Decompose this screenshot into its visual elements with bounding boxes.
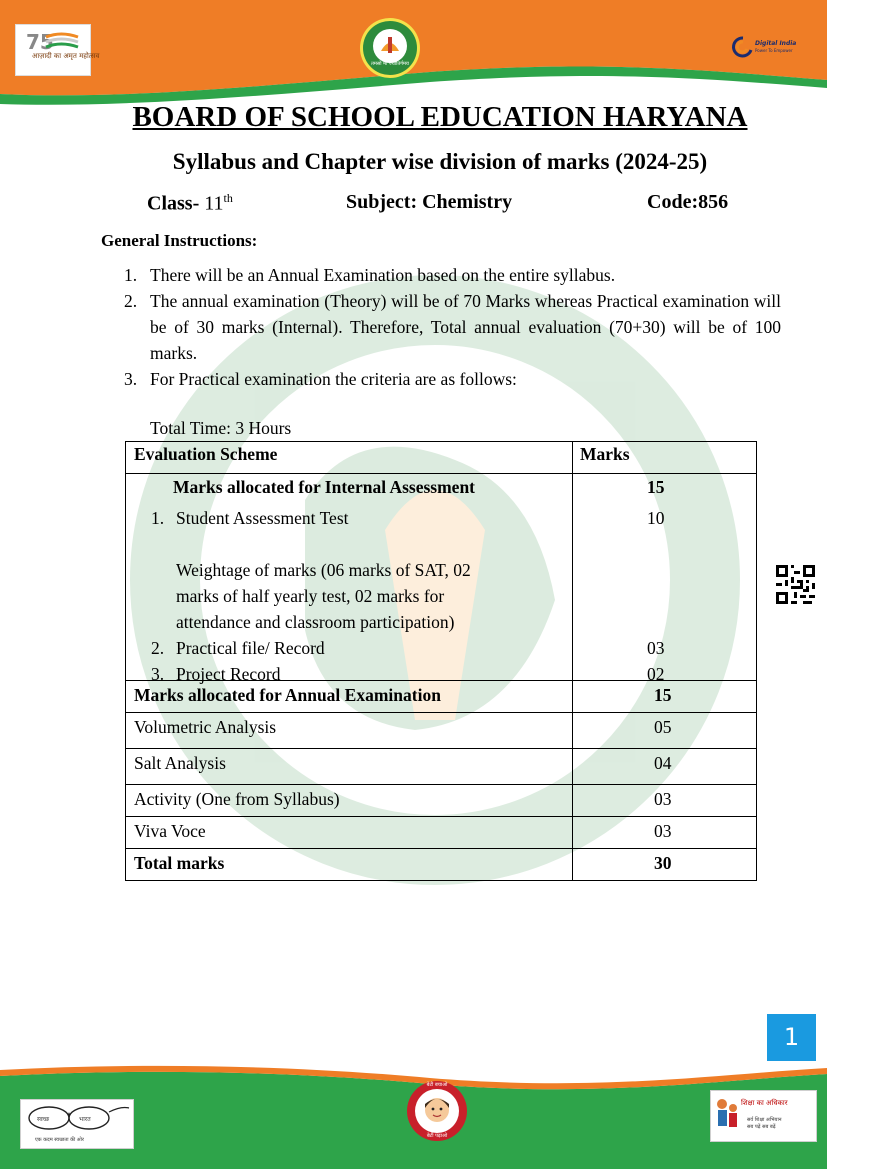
azadi-ka-amrit-mahotsav-logo [15,24,100,76]
internal-assessment-title: Marks allocated for Internal Assessment [173,477,476,497]
salt-analysis-marks-cell [573,749,757,785]
instruction-item: 3. For Practical examination the criteria are as follows: [124,369,517,389]
sat-marks: 10 [647,508,665,528]
salt-analysis-label: Salt Analysis [126,749,573,785]
right-to-education-logo [710,1090,817,1142]
children-reading-icon [713,1094,741,1138]
class-info [147,191,233,216]
emblem-motto: तमसो मा ज्योतिर्गमय [371,61,409,67]
azadi-logo-text: आज़ादी का अमृत महोत्सव [32,52,100,60]
internal-item: 2. Practical file/ Record [151,638,325,658]
internal-assessment-marks-cell [573,474,757,684]
sat-note-line: Weightage of marks (06 marks of SAT, 02 [176,560,471,580]
internal-item: 1. Student Assessment Test [151,508,349,528]
total-marks-value: 30 [654,853,672,873]
table-row [126,785,757,817]
salt-analysis-marks: 04 [654,753,672,773]
swachh-bharat-logo [20,1099,134,1149]
tricolor-flag-icon [16,25,90,75]
gandhi-glasses-icon [21,1100,133,1136]
haryana-board-emblem [359,17,421,79]
table-row [126,749,757,785]
svg-text:भारत: भारत [79,1116,91,1123]
class-label: Class- [147,192,205,215]
instruction-item: 1. There will be an Annual Examination based on the entire syllabus. [124,265,616,285]
beti-bachao-text: बेटी बचाओ [426,1082,448,1088]
annual-exam-marks-cell [573,681,757,713]
qr-code-icon[interactable] [776,565,815,604]
digital-india-text: Digital India [755,40,797,47]
internal-total-marks: 15 [647,477,665,497]
subject-code: Code:856 [647,191,729,213]
sat-note-line: marks of half yearly test, 02 marks for [176,586,445,606]
project-record-marks: 02 [647,664,665,684]
instructions-heading: General Instructions: [101,231,258,250]
beti-padhao-text: बेटी पढ़ाओ [426,1133,448,1139]
volumetric-label: Volumetric Analysis [126,713,573,749]
instructions-list [124,262,781,392]
internal-assessment-row [126,474,757,681]
volumetric-marks: 05 [654,717,672,737]
internal-assessment-cell [126,474,573,684]
annual-exam-label: Marks allocated for Annual Examination [126,681,573,713]
table-row [126,849,757,881]
internal-item: 3. Project Record [151,664,281,684]
board-emblem-icon [359,17,421,79]
board-title: BOARD OF SCHOOL EDUCATION HARYANA [132,101,748,133]
digital-india-subtext: Power To Empower [755,48,793,53]
table-row [126,817,757,849]
annual-exam-marks: 15 [654,685,672,705]
class-value: 11 [204,192,224,215]
subject-info: Subject: Chemistry [346,191,513,213]
beti-bachao-beti-padhao-logo [406,1080,468,1142]
logo-number: 75 [26,30,54,54]
viva-voce-marks: 03 [654,821,672,841]
rte-line: सर्व शिक्षा अभियान [747,1117,782,1123]
table-row [126,713,757,749]
digital-india-swirl-icon [733,36,753,60]
viva-voce-label: Viva Voce [126,817,573,849]
total-time: Total Time: 3 Hours [150,418,292,438]
practical-file-marks: 03 [647,638,665,658]
viva-voce-marks-cell [573,817,757,849]
total-marks-label: Total marks [126,849,573,881]
instruction-item: 2. The annual examination (Theory) will be of 70 Marks whereas Practical examination will be of 30 marks (Internal). Therefore, Total annual evaluation (70+30) will be of 100 marks. [124,291,781,363]
page-number-badge: 1 [767,1014,816,1061]
digital-india-logo [733,34,799,62]
activity-marks: 03 [654,789,672,809]
header-evaluation-scheme: Evaluation Scheme [126,442,573,474]
svg-text:स्वच्छ: स्वच्छ [37,1116,50,1123]
activity-label: Activity (One from Syllabus) [126,785,573,817]
volumetric-marks-cell [573,713,757,749]
rte-line: सब पढ़ें सब बढ़ें [747,1124,776,1130]
swachh-bharat-text: एक कदम स्वच्छता की ओर [35,1137,84,1143]
rte-title: शिक्षा का अधिकार [741,1099,788,1107]
class-suffix: th [223,191,233,205]
header-marks: Marks [573,442,757,474]
activity-marks-cell [573,785,757,817]
table-header-row [126,442,757,474]
evaluation-scheme-table [125,441,757,881]
sat-note-line: attendance and classroom participation) [176,612,455,632]
total-marks-cell [573,849,757,881]
syllabus-subtitle: Syllabus and Chapter wise division of marks (2024-25) [172,149,708,174]
